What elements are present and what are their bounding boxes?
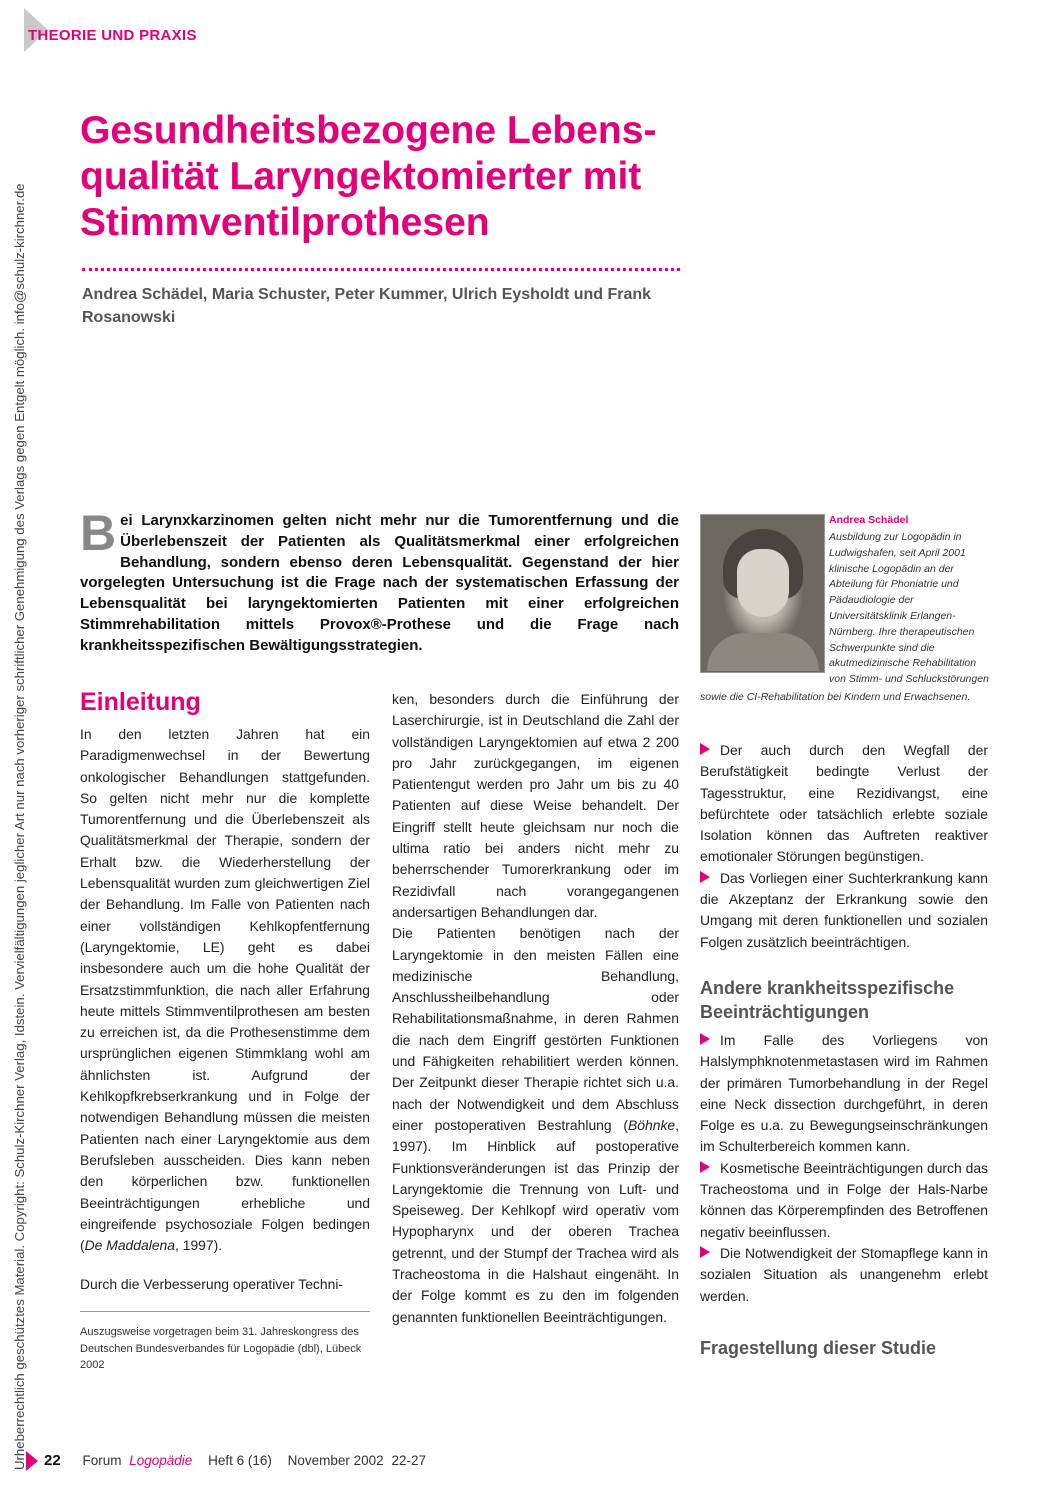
issue: Heft 6 (16) <box>208 1453 272 1468</box>
column-1 <box>80 724 370 1292</box>
column-3-continued <box>700 1030 988 1307</box>
bullet-paragraph: Das Vorliegen einer Suchterkrankung kann die Akzeptanz der Erkrankung sowie den Umgang mit deren funktionellen und sozialen Folgen zusätzlich beeinträchtigen. <box>700 869 988 950</box>
paragraph: ken, besonders durch die Einführung der Laserchirurgie, ist in Deutschland die Zahl der vollständigen Laryngektomien auf etwa 2 200 pro Jahr zurückgegangen, im eigenen Patientengut werden pro Jahr um bis zu 40 Patienten auf diese Weise behandelt. Der Eingriff stellt heute gleichsam nur noch die ultima ratio bei anders nicht mehr zu beherrschender Tumorerkrankung oder im Rezidivfall nach vorangegangenen andersartigen Behandlungen dar. <box>392 691 679 920</box>
triangle-bullet-icon <box>700 1246 710 1258</box>
triangle-bullet-icon <box>700 871 710 883</box>
heading-einleitung: Einleitung <box>80 688 201 716</box>
intro-dropcap: B <box>80 505 117 561</box>
bullet-paragraph: Der auch durch den Wegfall der Berufstätigkeit bedingte Verlust der Tagesstruktur, eine Rezidivangst, eine befürchtete oder tatsächlich erlebte soziale Isolation können das Auftreten reaktiver emotionaler Störungen begünstigen. <box>700 742 988 865</box>
citation: Böhnke <box>628 1116 676 1133</box>
journal-prefix: Forum <box>82 1453 122 1468</box>
article-intro <box>80 505 679 657</box>
side-copyright-notice: Urheberrechtlich geschütztes Material. Copyright: Schulz-Kirchner Verlag, Idstein. Vervielfältigungen jeglicher Art nur nach vorheriger schriftlicher Genehmigung des Verlags gegen Entgelt möglich. info@schulz-kirchner.de <box>12 183 27 1470</box>
section-label: THEORIE UND PRAXIS <box>28 27 197 44</box>
author-name: Andrea Schädel <box>829 514 909 526</box>
triangle-bullet-icon <box>700 1033 710 1045</box>
paragraph: Die Patienten benötigen nach der Laryngektomie in den meisten Fällen eine medizinische Behandlung, Anschlussheilbehandlung oder Rehabilitationsmaßnahme, in deren Rahmen die nach dem Eingriff gestörten Funktionen und Fähigkeiten rehabilitiert werden können. Der Zeitpunkt dieser Therapie richtet sich u.a. nach der Notwendigkeit und dem Abschluss einer postoperativen Bestrahlung (Böhnke, 1997). Im Hinblick auf postoperative Funktionsveränderungen ist das Prinzip der Laryngektomie die Trennung von Luft- und Speiseweg. Der Kehlkopf wird operativ vom Hypopharynx und der oberen Trachea getrennt, und der Stumpf der Trachea wird als Tracheostoma in die Halshaut eingenäht. In der Folge kommt es zu den im folgenden genannten funktionellen Beeinträchtigungen. <box>392 925 679 1325</box>
heading-fragestellung: Fragestellung dieser Studie <box>700 1338 937 1358</box>
bullet-paragraph: Kosmetische Beeinträchtigungen durch das Tracheostoma und in Folge der Hals-Narbe können das Körperempfinden des Betroffenen negativ beeinflussen. <box>700 1159 988 1240</box>
author-bio-continued: sowie die CI-Rehabilitation bei Kindern und Erwachsenen. <box>700 691 971 703</box>
paragraph: In den letzten Jahren hat ein Paradigmenwechsel in der Bewertung onkologischer Behandlungen stattgefunden. So gelten nicht mehr nur die komplette Tumorentfernung und die Überlebenszeit als Qualitätsmerkmal der Therapie, sondern der Erhalt bzw. die Wiederherstellung der Lebensqualität wurden zum gleichwertigen Ziel der Behandlung. Im Falle von Patienten nach einer vollständigen Kehlkopfentfernung (Laryngektomie, LE) geht es dabei insbesondere auch um die hohe Qualität der Ersatzstimmfunktion, die nach aller Erfahrung heute mittels Stimmventilprothesen am besten zu erreichen ist, da die Prothesenstimme dem ursprünglichen eigenen Stimmklang wohl am ähnlichsten ist. Aufgrund der Kehlkopfkrebserkrankung und in Folge der notwendigen Behandlung müssen die meisten Patienten nach einer Laryngektomie aus dem Berufsleben ausscheiden. Dies kann neben den körperlichen bzw. funktionellen Beeinträchtigungen erhebliche und eingreifende psychosoziale Folgen bedingen (De Maddalena, 1997). <box>80 726 370 1254</box>
title-divider <box>82 268 680 275</box>
article-authors: Andrea Schädel, Maria Schuster, Peter Kummer, Ulrich Eysholdt und Frank Rosanowski <box>82 286 652 326</box>
article-title: Gesundheitsbezogene Lebensqualität Laryngektomierter mit Stimmventilprothesen <box>80 109 657 244</box>
paragraph: Durch die Verbesserung operativer Techni- <box>80 1276 344 1292</box>
page-number: 22 <box>44 1452 61 1469</box>
intro-text: ei Larynxkarzinomen gelten nicht mehr nur die Tumorentfernung und die Überlebenszeit der Patienten als Qualitätsmerkmal einer erfolgreichen Behandlung, sondern ebenso deren Lebensqualität. Gegenstand der hier vorgelegten Untersuchung ist die Frage nach der systematischen Erfassung der Lebensqualität bei laryngektomierten Patienten mit einer erfolgreichen Stimmrehabilitation mittels Provox®-Prothese und die Frage nach krankheitsspezifischen Bewältigungsstrategien. <box>80 512 679 654</box>
page-footer <box>44 1452 430 1469</box>
journal-name: Logopädie <box>129 1453 193 1468</box>
heading-andere-beeintraechtigungen: Andere krankheitsspezifische Beeinträchtigungen <box>700 978 955 1022</box>
triangle-bullet-icon <box>700 743 710 755</box>
footnote: Auszugsweise vorgetragen beim 31. Jahreskongress des Deutschen Bundesverbandes für Logopädie (dbl), Lübeck 2002 <box>80 1326 362 1371</box>
triangle-bullet-icon <box>700 1161 710 1173</box>
footnote-divider <box>80 1311 370 1312</box>
footer-arrow-icon <box>26 1451 38 1471</box>
citation: De Maddalena <box>84 1237 175 1254</box>
page-range: 22-27 <box>391 1453 426 1468</box>
bullet-paragraph: Die Notwendigkeit der Stomapflege kann in sozialen Situation als unangenehm erlebt werden. <box>700 1244 988 1304</box>
column-3 <box>700 740 988 953</box>
author-bio: Ausbildung zur Logopädin in Ludwigshafen, seit April 2001 klinische Logopädin an der Abteilung für Phoniatrie und Pädaudiologie der Universitätsklinik Erlangen-Nürnberg. Ihre therapeutischen Schwerpunkte sind die akutmedizinische Rehabilitation von Stimm- und Schluckstörungen <box>829 531 989 686</box>
issue-date: November 2002 <box>287 1453 384 1468</box>
column-2 <box>392 689 679 1328</box>
author-photo <box>700 514 825 673</box>
bullet-paragraph: Im Falle des Vorliegens von Halslymphknotenmetastasen wird im Rahmen der primären Tumorbehandlung in der Regel eine Neck dissection durchgeführt, in deren Folge es u.a. zu Bewegungseinschränkungen im Schulterbereich kommen kann. <box>700 1032 988 1155</box>
